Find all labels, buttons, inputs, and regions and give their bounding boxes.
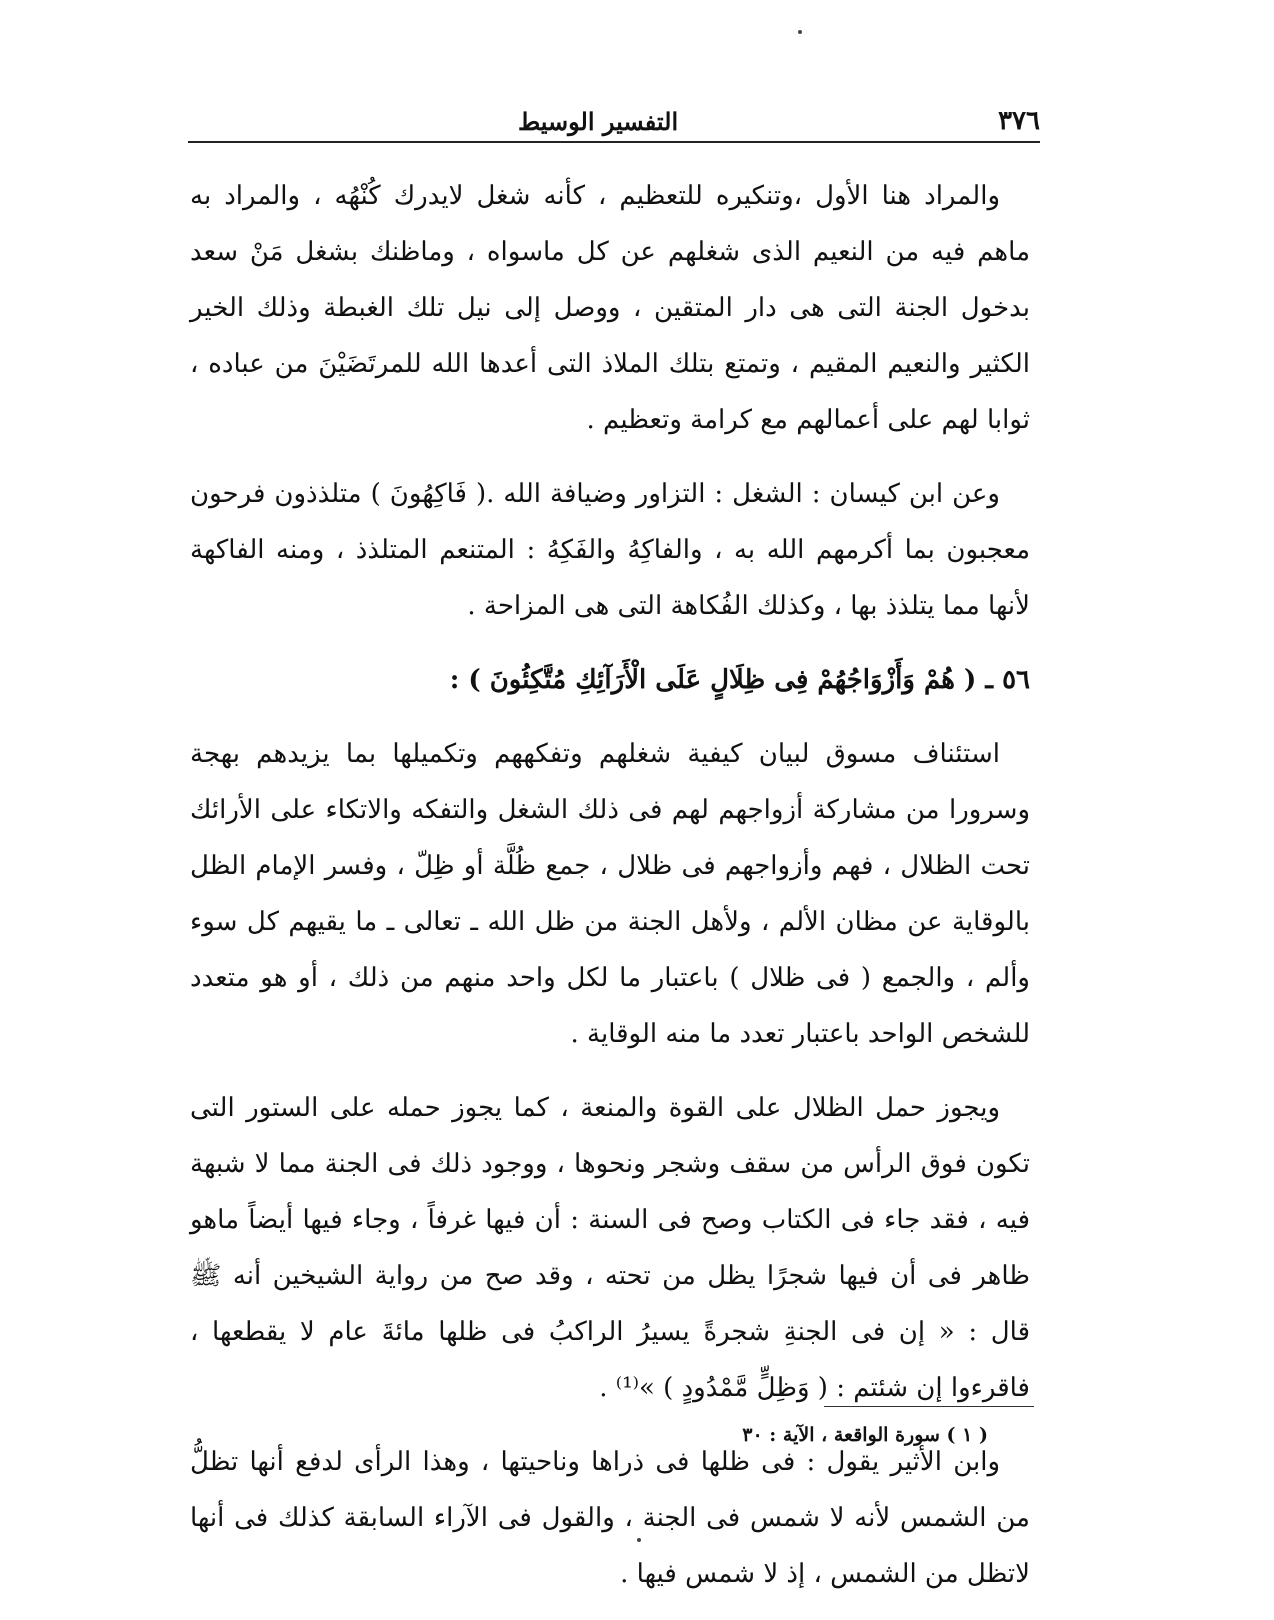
paragraph-3: استئناف مسوق لبيان كيفية شغلهم وتفكههم وتكميلها بما يزيدهم بهجة وسرورا من مشاركة أزواجهم لهم فى ذلك الشغل والتفكه والاتكاء على الأرائك تحت الظلال ، فهم وأزواجهم فى ظلال ، جمع ظُلَّة أو ظِلّ ، وفسر الإمام الظل بالوقاية عن مظان الألم ، ولأهل الجنة من ظل الله ـ تعالى ـ ما يقيهم كل سوء وألم ، والجمع ( فى ظلال ) باعتبار ما لكل واحد منهم من ذلك ، أو هو متعدد للشخص الواحد باعتبار تعدد ما منه الوقاية . bbox=[190, 739, 1030, 1049]
footnote: ( ١ ) سورة الواقعة ، الآية : ٣٠ bbox=[742, 1424, 988, 1446]
page-header bbox=[188, 100, 1040, 136]
scan-speck bbox=[798, 30, 802, 34]
paragraph-4: ويجوز حمل الظلال على القوة والمنعة ، كما يجوز حمله على الستور التى تكون فوق الرأس من سقف وشجر ونحوها ، ووجود ذلك فى الجنة مما لا شبهة فيه ، فقد جاء فى الكتاب وصح فى السنة : أن فيها غرفاً ، وجاء فيها أيضاً ماهو ظاهر فى أن فيها شجرًا يظل من تحته ، وقد صح من رواية الشيخين أنه ﷺ قال : « إن فى الجنةِ شجرةً يسيرُ الراكبُ فى ظلها مائةَ عام لا يقطعها ، فاقرءوا إن شئتم : ( وَظِلٍّ مَّمْدُودٍ ) »⁽¹⁾ . bbox=[190, 1093, 1031, 1403]
body-text bbox=[190, 168, 1030, 1620]
footnote-rule bbox=[824, 1406, 1034, 1407]
scan-speck bbox=[637, 1538, 641, 1542]
paragraph-1: والمراد هنا الأول ،وتنكيره للتعظيم ، كأنه شغل لايدرك كُنْهُه ، والمراد به ماهم فيه من النعيم الذى شغلهم عن كل ماسواه ، وماظنك بشغل مَنْ سعد بدخول الجنة التى هى دار المتقين ، ووصل إلى نيل تلك الغبطة وذلك الخير الكثير والنعيم المقيم ، وتمتع بتلك الملاذ التى أعدها الله للمرتَضَيْنَ من عباده ، ثوابا لهم على أعمالهم مع كرامة وتعظيم . bbox=[190, 181, 1030, 435]
paragraph-5: وابن الأثير يقول : فى ظلها فى ذراها وناحيتها ، وهذا الرأى لدفع أنها تظلُّ من الشمس لأنه لا شمس فى الجنة ، والقول فى الآراء السابقة كذلك فى أنها لاتظل من الشمس ، إذ لا شمس فيها . bbox=[190, 1447, 1030, 1589]
page-number: ٣٧٦ bbox=[998, 106, 1040, 136]
verse-heading: ٥٦ ـ ( هُمْ وَأَزْوَاجُهُمْ فِى ظِلَالٍ عَلَى الْأَرَآئِكِ مُتَّكِئُونَ ) : bbox=[449, 665, 1030, 695]
header-rule bbox=[188, 141, 1040, 143]
paragraph-2: وعن ابن كيسان : الشغل : التزاور وضيافة الله .( فَاكِهُونَ ) متلذذون فرحون معجبون بما أكرمهم الله به ، والفاكِهُ والفَكِهُ : المتنعم المتلذذ ، ومنه الفاكهة لأنها مما يتلذذ بها ، وكذلك الفُكاهة التى هى المزاحة . bbox=[190, 479, 1030, 621]
running-title: التفسير الوسيط bbox=[518, 107, 679, 136]
